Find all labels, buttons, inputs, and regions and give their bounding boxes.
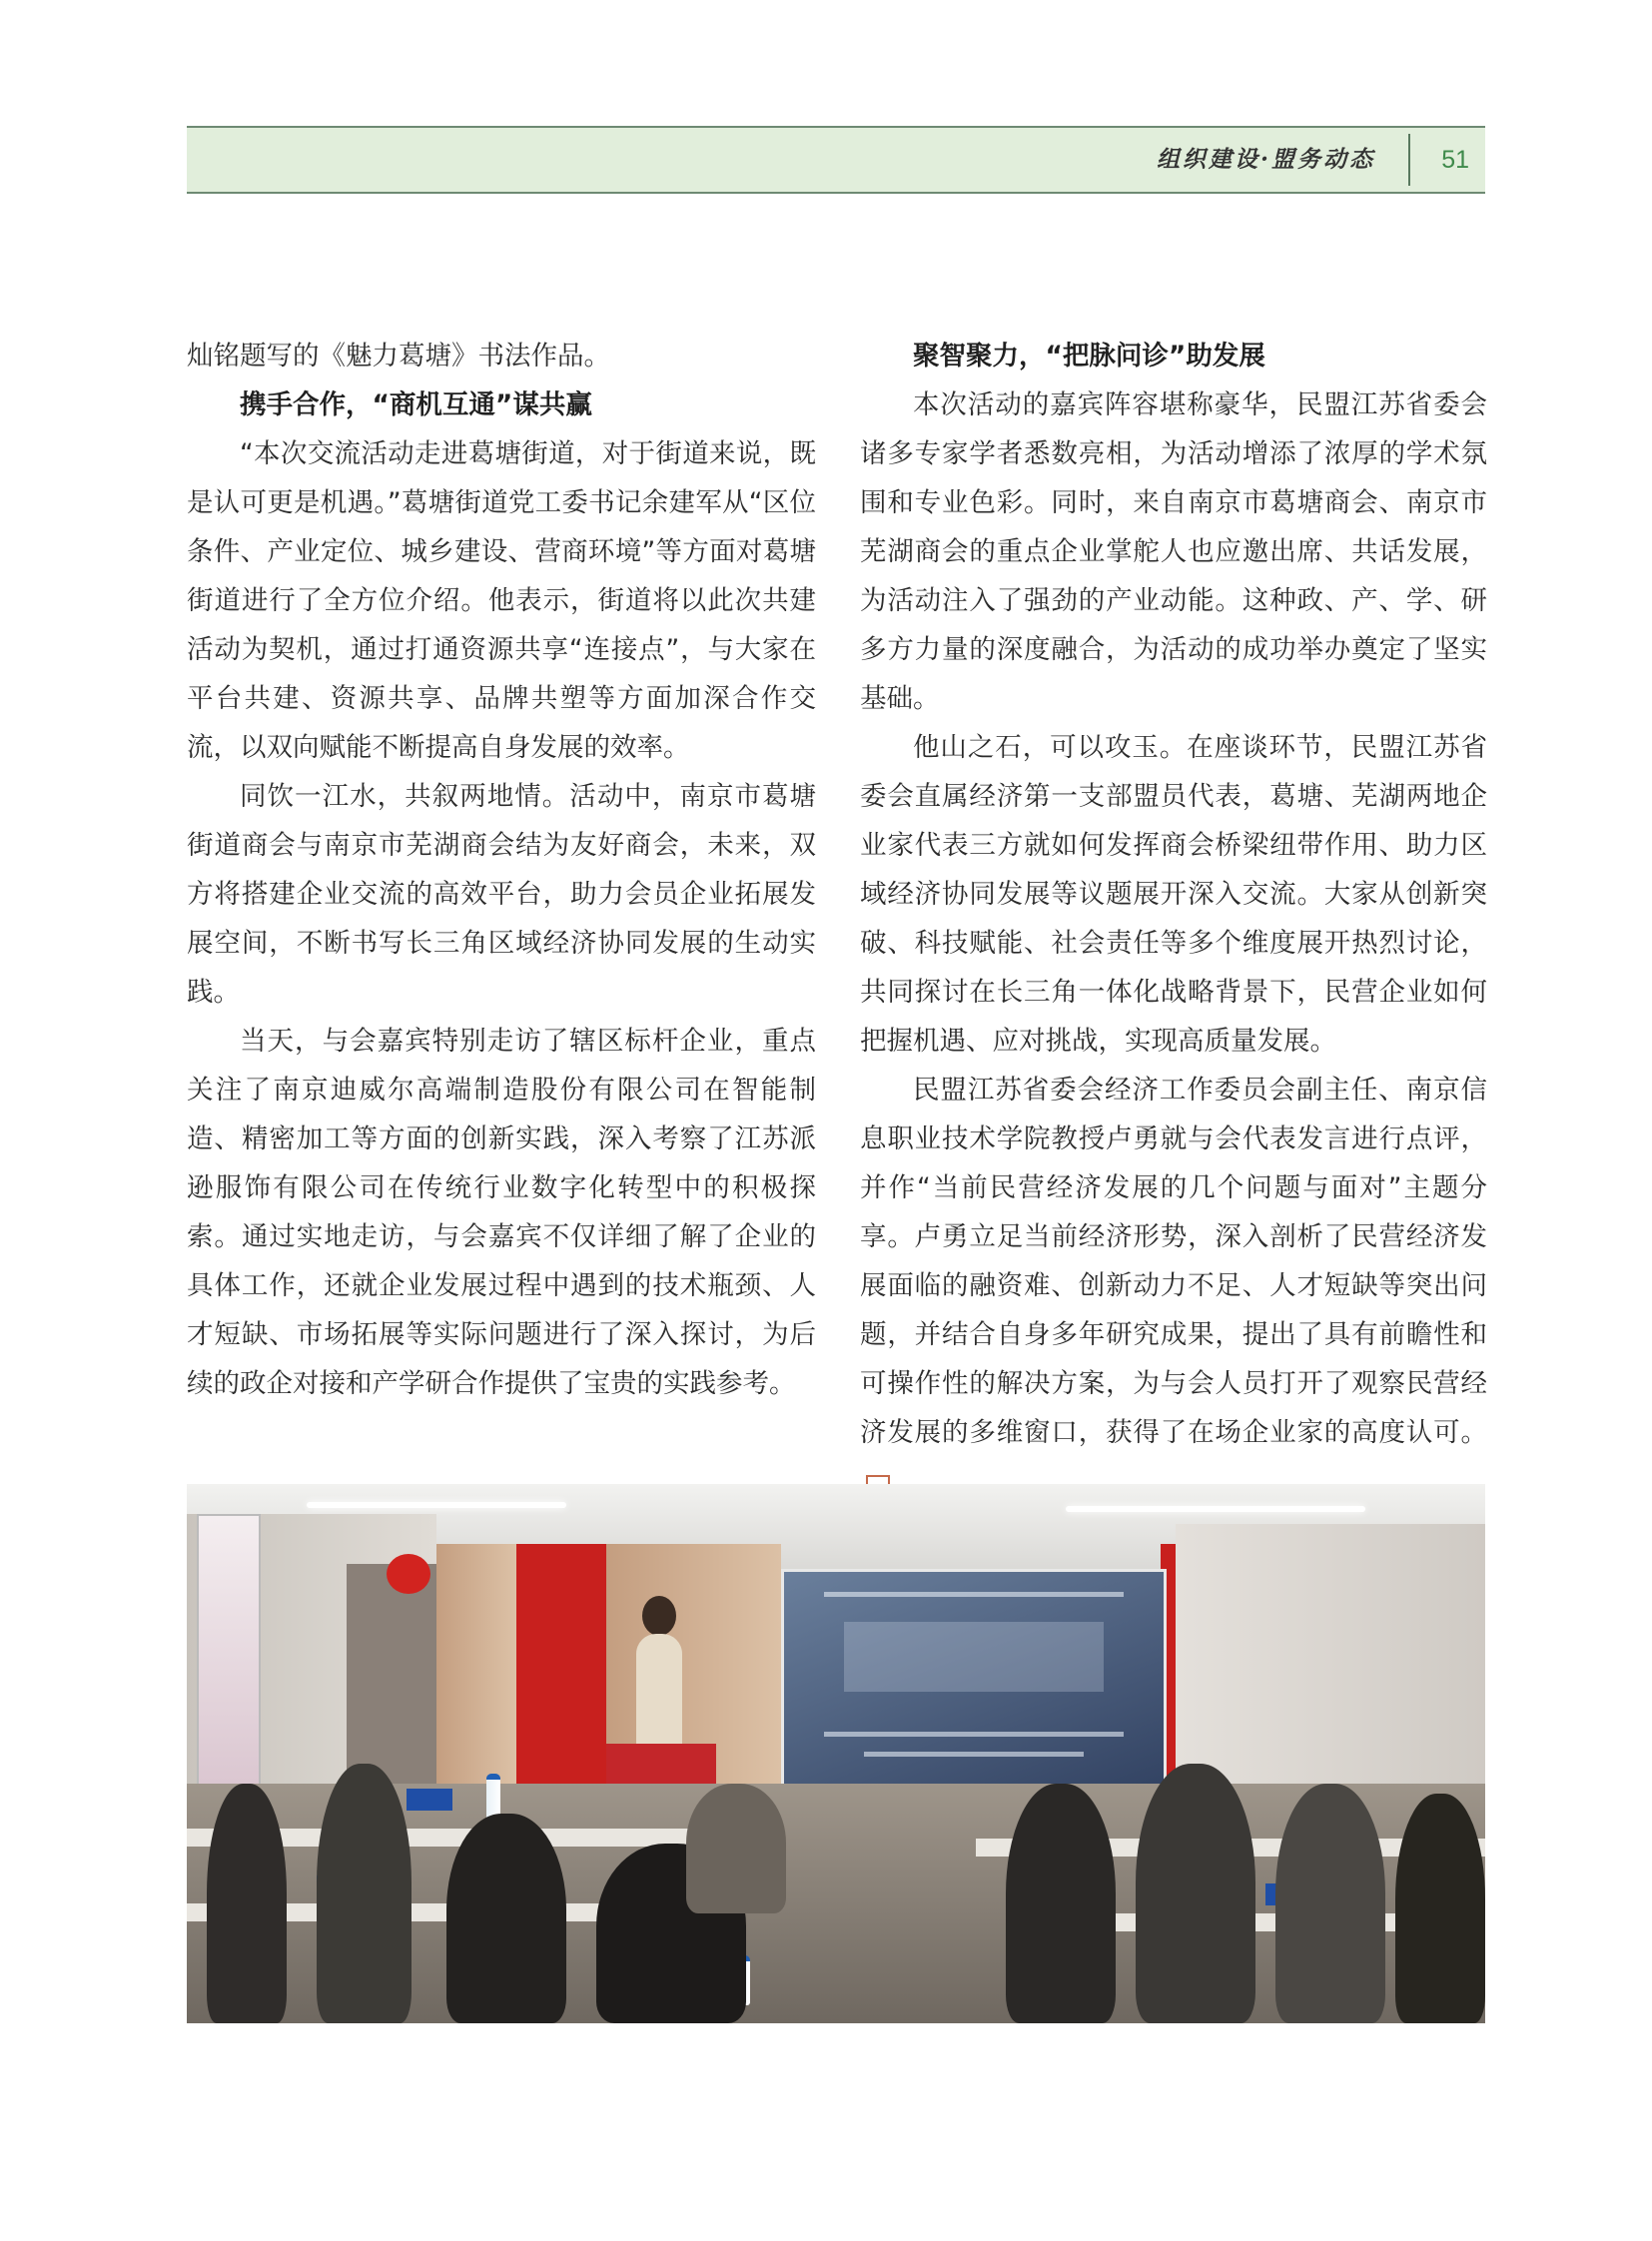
audience-member [686, 1784, 786, 1913]
ceiling-light [307, 1502, 566, 1508]
meeting-photo [187, 1484, 1485, 2023]
page-number: 51 [1441, 146, 1469, 174]
screen-title-area [844, 1622, 1104, 1692]
poster [197, 1514, 261, 1818]
ceiling-light [1066, 1506, 1365, 1512]
screen-band [824, 1592, 1124, 1597]
paragraph: 同饮一江水，共叙两地情。活动中，南京市葛塘街道商会与南京市芜湖商会结为友好商会，未来，双方将搭建企业交流的高效平台，助力会员企业拓展发展空间，不断书写长三角区域经济协同发展的生动实践。 [187, 781, 816, 1008]
screen-band [864, 1752, 1084, 1757]
right-column [860, 332, 1487, 1506]
audience-member [1006, 1784, 1116, 2023]
page-header [187, 126, 1485, 194]
audience-member [1136, 1764, 1255, 2023]
paragraph: 当天，与会嘉宾特别走访了辖区标杆企业，重点关注了南京迪威尔高端制造股份有限公司在智能制造、精密加工等方面的创新实践，深入考察了江苏派逊服饰有限公司在传统行业数字化转型中的积极探索。通过实地走访，与会嘉宾不仅详细了解了企业的具体工作，还就企业发展过程中遇到的技术瓶颈、人才短缺、市场拓展等实际问题进行了深入探讨，为后续的政企对接和产学研合作提供了宝贵的实践参考。 [187, 1026, 816, 1399]
audience-member [317, 1764, 412, 2023]
paragraph: 他山之石，可以攻玉。在座谈环节，民盟江苏省委会直属经济第一支部盟员代表，葛塘、芜湖两地企业家代表三方就如何发挥商会桥梁纽带作用、助力区域经济协同发展等议题展开深入交流。大家从创新突破、科技赋能、社会责任等多个维度展开热烈讨论，共同探讨在长三角一体化战略背景下，民营企业如何把握机遇、应对挑战，实现高质量发展。 [860, 732, 1487, 1057]
speaker-head [642, 1596, 676, 1636]
section-title: 组织建设·盟务动态 [1156, 146, 1375, 173]
projection-screen [781, 1569, 1167, 1820]
header-divider [1408, 134, 1410, 186]
screen-band [824, 1732, 1124, 1737]
paragraph-final-text: 民盟江苏省委会经济工作委员会副主任、南京信息职业技术学院教授卢勇就与会代表发言进行点评，并作“当前民营经济发展的几个问题与面对”主题分享。卢勇立足当前经济形势，深入剖析了民营经济发展面临的融资难、创新动力不足、人才短缺等突出问题，并结合自身多年研究成果，提出了具有前瞻性和可操作性的解决方案，为与会人员打开了观察民营经济发展的多维窗口，获得了在场企业家的高度认可。 [860, 1075, 1487, 1448]
paragraph-final [860, 1066, 1487, 1506]
audience-member [207, 1784, 287, 2023]
paragraph: 本次活动的嘉宾阵容堪称豪华，民盟江苏省委会诸多专家学者悉数亮相，为活动增添了浓厚的学术氛围和专业色彩。同时，来自南京市葛塘商会、南京市芜湖商会的重点企业掌舵人也应邀出席、共话发展，为活动注入了强劲的产业动能。这种政、产、学、研多方力量的深度融合，为活动的成功举办奠定了坚实基础。 [860, 389, 1487, 714]
audience-member [1275, 1784, 1385, 2023]
audience-member [446, 1814, 566, 2023]
paragraph: “本次交流活动走进葛塘街道，对于街道来说，既是认可更是机遇。”葛塘街道党工委书记余建军从“区位条件、产业定位、城乡建设、营商环境”等方面对葛塘街道进行了全方位介绍。他表示，街道将以此次共建活动为契机，通过打通资源共享“连接点”，与大家在平台共建、资源共享、品牌共塑等方面加深合作交流，以双向赋能不断提高自身发展的效率。 [187, 438, 816, 763]
audience-member [1395, 1794, 1485, 2023]
nameplate [407, 1789, 452, 1811]
subheading: 聚智聚力，“把脉问诊”助发展 [913, 341, 1265, 372]
lantern-icon [387, 1554, 430, 1594]
paragraph: 灿铭题写的《魅力葛塘》书法作品。 [187, 341, 610, 372]
speaker-body [636, 1634, 682, 1754]
subheading: 携手合作，“商机互通”谋共赢 [240, 389, 592, 420]
left-column [187, 332, 816, 1408]
